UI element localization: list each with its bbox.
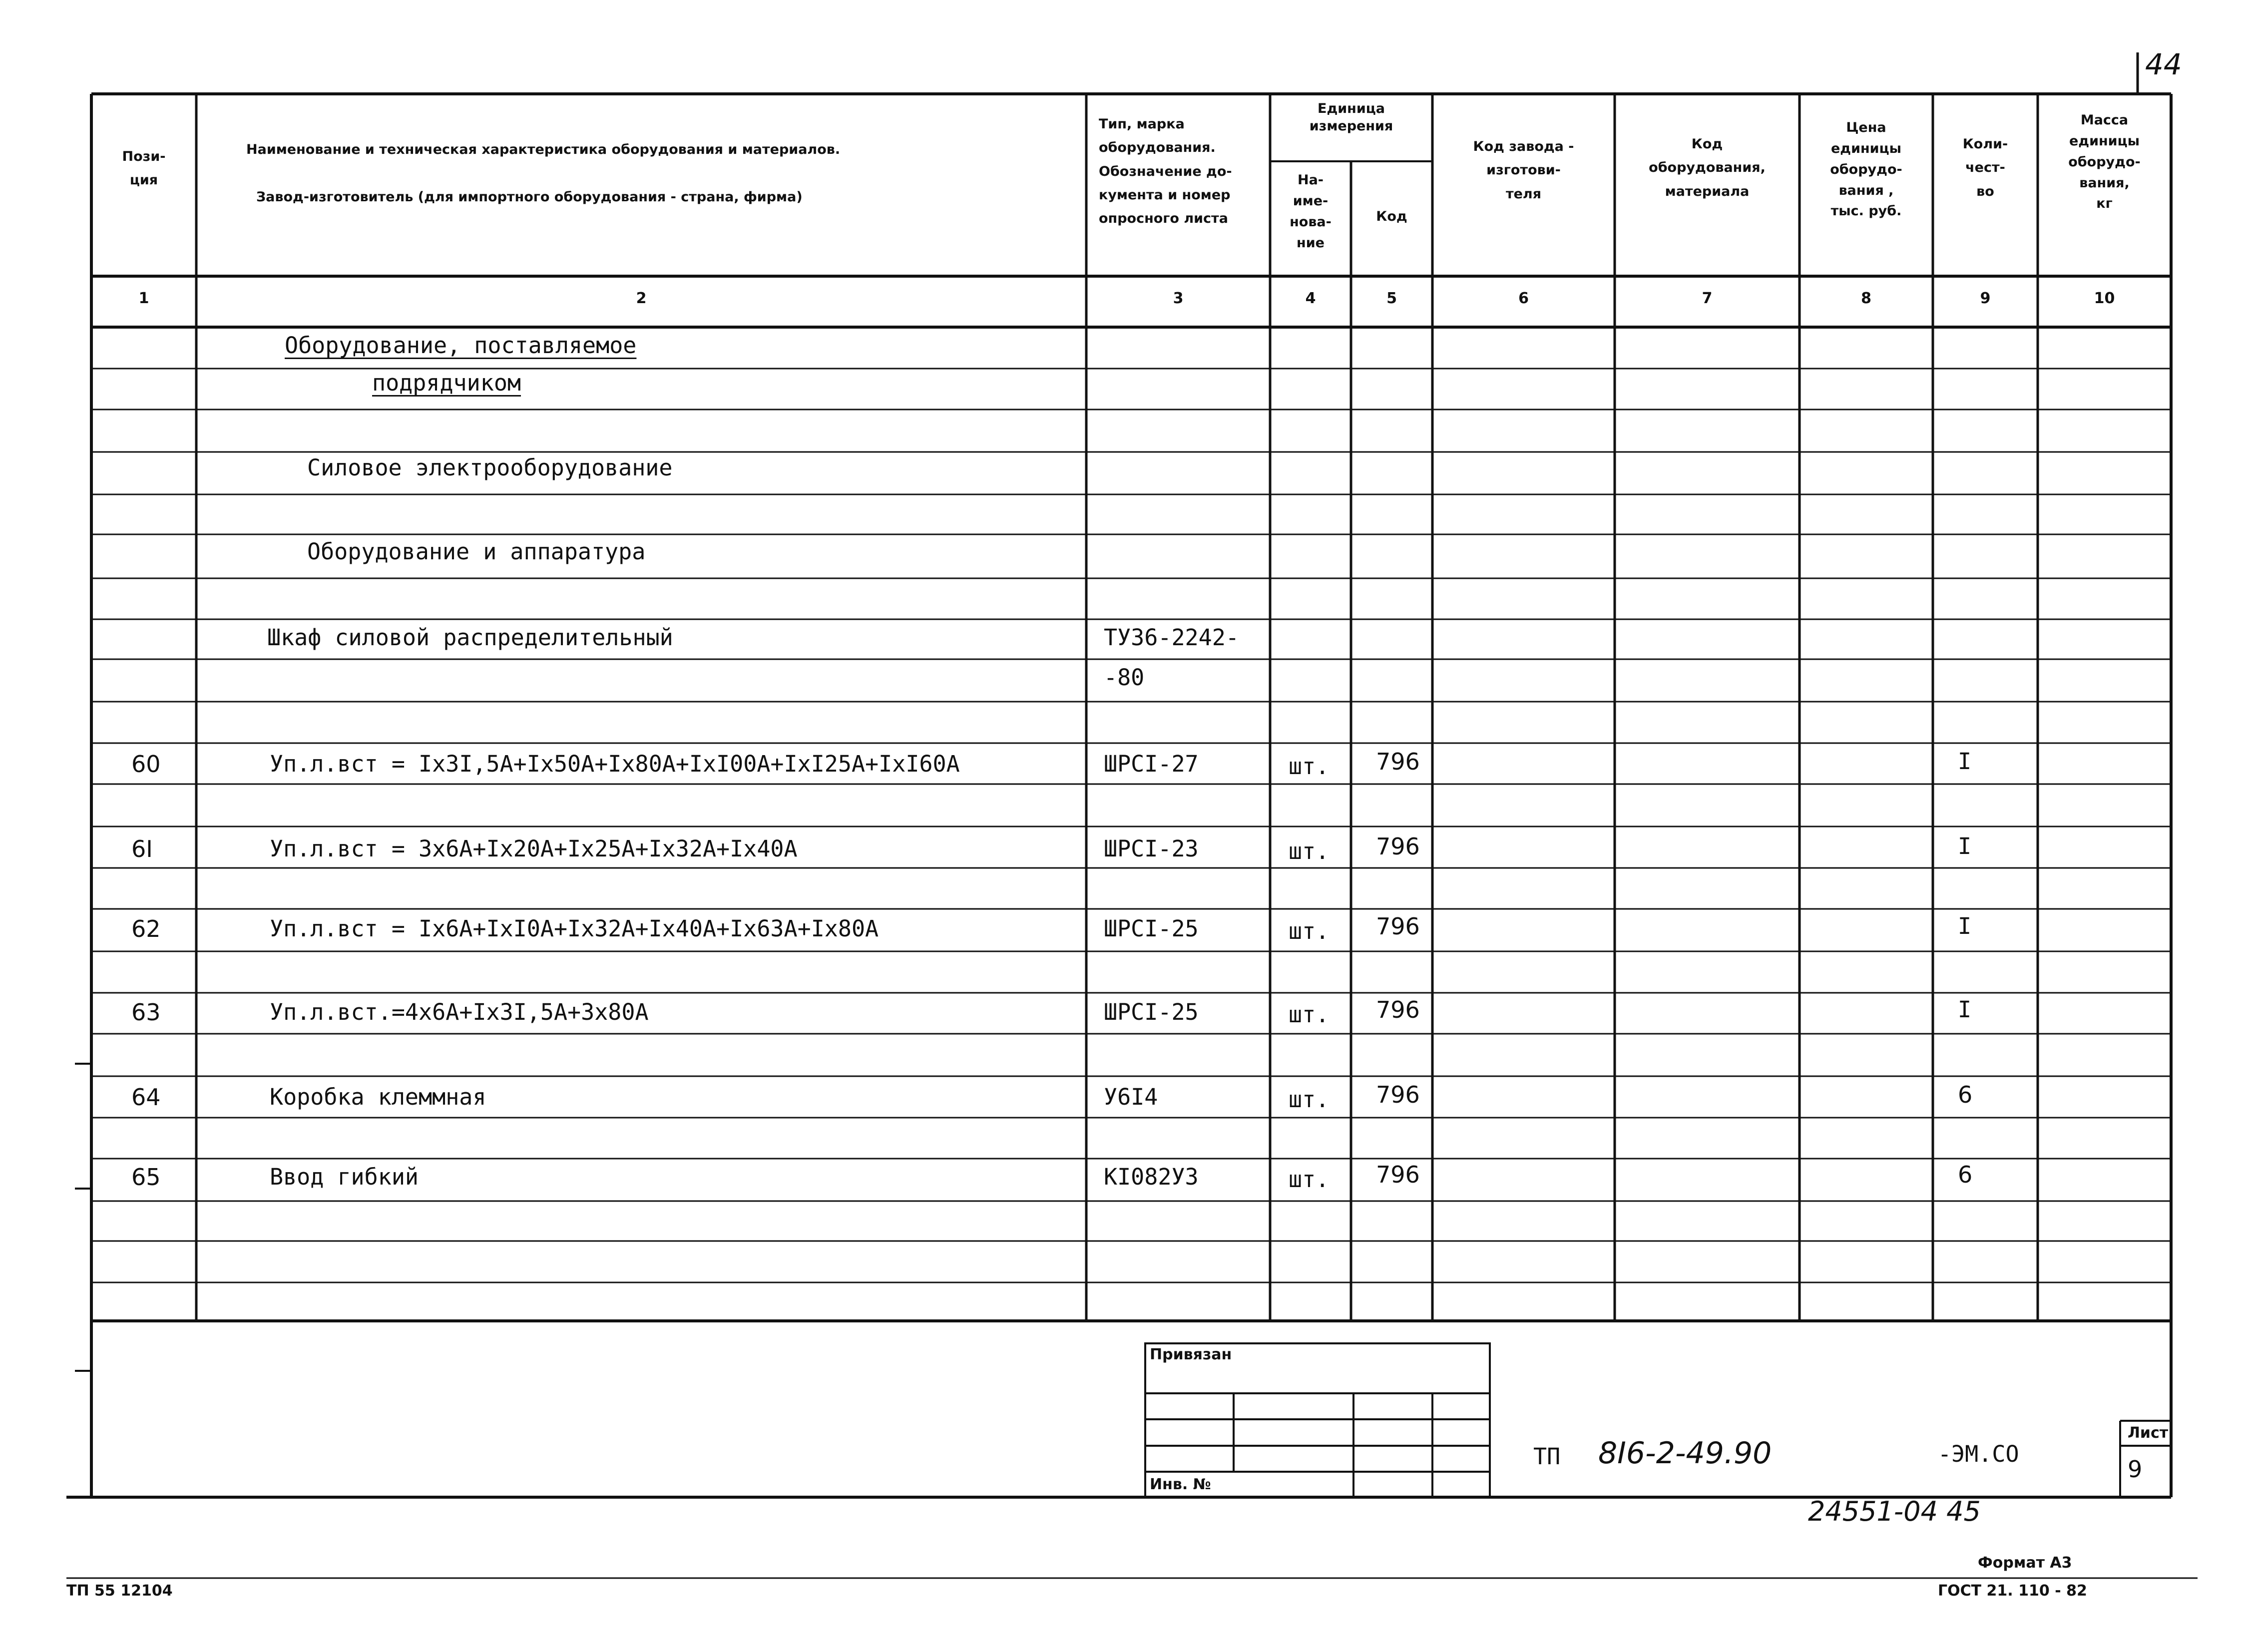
header-unit-code: Код (1376, 209, 1407, 224)
row-60-quantity: I (1958, 748, 1972, 775)
row-60-code: 796 (1376, 748, 1420, 775)
row-60-name: Уп.л.вст = Iх3I,5А+Iх50А+Iх80А+IхI00А+IхI25А+IхI60А (270, 751, 960, 777)
row-61-name: Уп.л.вст = 3х6А+Iх20А+Iх25А+Iх32А+Iх40А (270, 835, 798, 862)
row-64-type: У6I4 (1104, 1084, 1158, 1110)
section-apparatus: Оборудование и аппаратура (307, 538, 646, 565)
header-unit-name: На- име- нова- ние (1290, 172, 1332, 251)
column-number-1: 1 (138, 290, 149, 307)
footer-gost: ГОСТ 21. 110 - 82 (1938, 1582, 2087, 1600)
stamp-sheet-number: 9 (2128, 1456, 2143, 1483)
stamp-doc-prefix: ТП (1533, 1443, 1561, 1470)
column-number-4: 4 (1305, 290, 1316, 307)
row-62-position: 62 (131, 915, 161, 942)
row-63-unit: шт. (1289, 1001, 1330, 1028)
header-equipment-code: Код оборудования, материала (1649, 136, 1766, 199)
row-64-quantity: 6 (1958, 1081, 1973, 1108)
stamp-doc-number: 8I6-2-49.90 (1598, 1436, 1772, 1471)
row-63-position: 63 (131, 999, 161, 1026)
row-64-position: 64 (131, 1084, 161, 1111)
row-62-unit: шт. (1289, 918, 1330, 944)
row-65-code: 796 (1376, 1161, 1420, 1188)
margin-ticks (75, 1064, 91, 1371)
section-power-equipment: Силовое электрооборудование (307, 454, 673, 481)
header-name-line1: Наименование и техническая характеристика оборудования и материалов. (246, 142, 841, 157)
stamp-attached-label: Привязан (1150, 1346, 1232, 1363)
attached-block (1145, 1343, 1490, 1497)
stamp-archive-number: 24551-04 45 (1808, 1496, 1981, 1527)
row-65-name: Ввод гибкий (270, 1164, 419, 1190)
column-number-6: 6 (1518, 290, 1529, 307)
header-type: Тип, марка оборудования. Обозначение до- кумента и номер опросного листа (1099, 116, 1232, 226)
header-quantity: Коли- чест- во (1962, 136, 2008, 199)
row-62-name: Уп.л.вст = Iх6А+IхI0А+Iх32А+Iх40А+Iх63А+Iх80А (270, 915, 879, 942)
header-mass: Масса единицы оборудо- вания, кг (2068, 112, 2141, 212)
row-65-type: КI082У3 (1104, 1164, 1199, 1190)
header-name-line2: Завод-изготовитель (для импортного оборудования - страна, фирма) (256, 189, 803, 205)
row-61-unit: шт. (1289, 838, 1330, 864)
footer-left-code: ТП 55 12104 (66, 1582, 173, 1600)
row-63-quantity: I (1958, 996, 1972, 1023)
row-60-type: ШРСI-27 (1104, 751, 1199, 777)
row-61-position: 6I (131, 835, 153, 862)
cabinet-doc-line2: -80 (1104, 664, 1145, 691)
row-62-code: 796 (1376, 913, 1420, 940)
column-number-9: 9 (1980, 290, 1991, 307)
row-61-type: ШРСI-23 (1104, 835, 1199, 862)
column-number-2: 2 (636, 290, 647, 307)
row-60-unit: шт. (1289, 753, 1330, 780)
stamp-inv-label: Инв. № (1150, 1476, 1211, 1493)
row-65-unit: шт. (1289, 1166, 1330, 1193)
stamp-doc-suffix: -ЭМ.СО (1938, 1441, 2019, 1467)
row-lines (91, 369, 2171, 1282)
header-price: Цена единицы оборудо- вания , тыс. руб. (1830, 120, 1902, 219)
cabinet-doc-line1: ТУ36-2242- (1104, 624, 1239, 651)
column-number-8: 8 (1861, 290, 1871, 307)
row-63-name: Уп.л.вст.=4х6А+Iх3I,5А+3х80А (270, 999, 649, 1025)
row-61-code: 796 (1376, 833, 1420, 860)
column-number-10: 10 (2094, 290, 2115, 307)
row-62-type: ШРСI-25 (1104, 915, 1199, 942)
footer-format: Формат А3 (1978, 1554, 2072, 1572)
row-62-quantity: I (1958, 913, 1972, 939)
row-65-position: 65 (131, 1164, 161, 1191)
row-64-code: 796 (1376, 1081, 1420, 1108)
column-number-5: 5 (1386, 290, 1397, 307)
header-factory-code: Код завода - изготови- теля (1473, 139, 1574, 202)
row-64-unit: шт. (1289, 1086, 1330, 1113)
header-position: Пози- ция (122, 149, 166, 188)
sheet-mark: 44 (2145, 47, 2182, 81)
row-63-code: 796 (1376, 996, 1420, 1023)
cabinet-name: Шкаф силовой распределительный (267, 624, 673, 651)
row-65-quantity: 6 (1958, 1161, 1973, 1188)
section-contractor-line1: Оборудование, поставляемое (285, 332, 637, 359)
row-60-position: 60 (131, 751, 161, 778)
section-contractor-line2: подрядчиком (372, 370, 521, 396)
row-63-type: ШРСI-25 (1104, 999, 1199, 1025)
row-61-quantity: I (1958, 833, 1972, 859)
stamp-sheet-label: Лист (2128, 1424, 2169, 1442)
column-number-7: 7 (1702, 290, 1713, 307)
header-unit-group: Единица измерения (1309, 101, 1393, 134)
column-number-3: 3 (1173, 290, 1184, 307)
row-64-name: Коробка клеммная (270, 1084, 486, 1110)
